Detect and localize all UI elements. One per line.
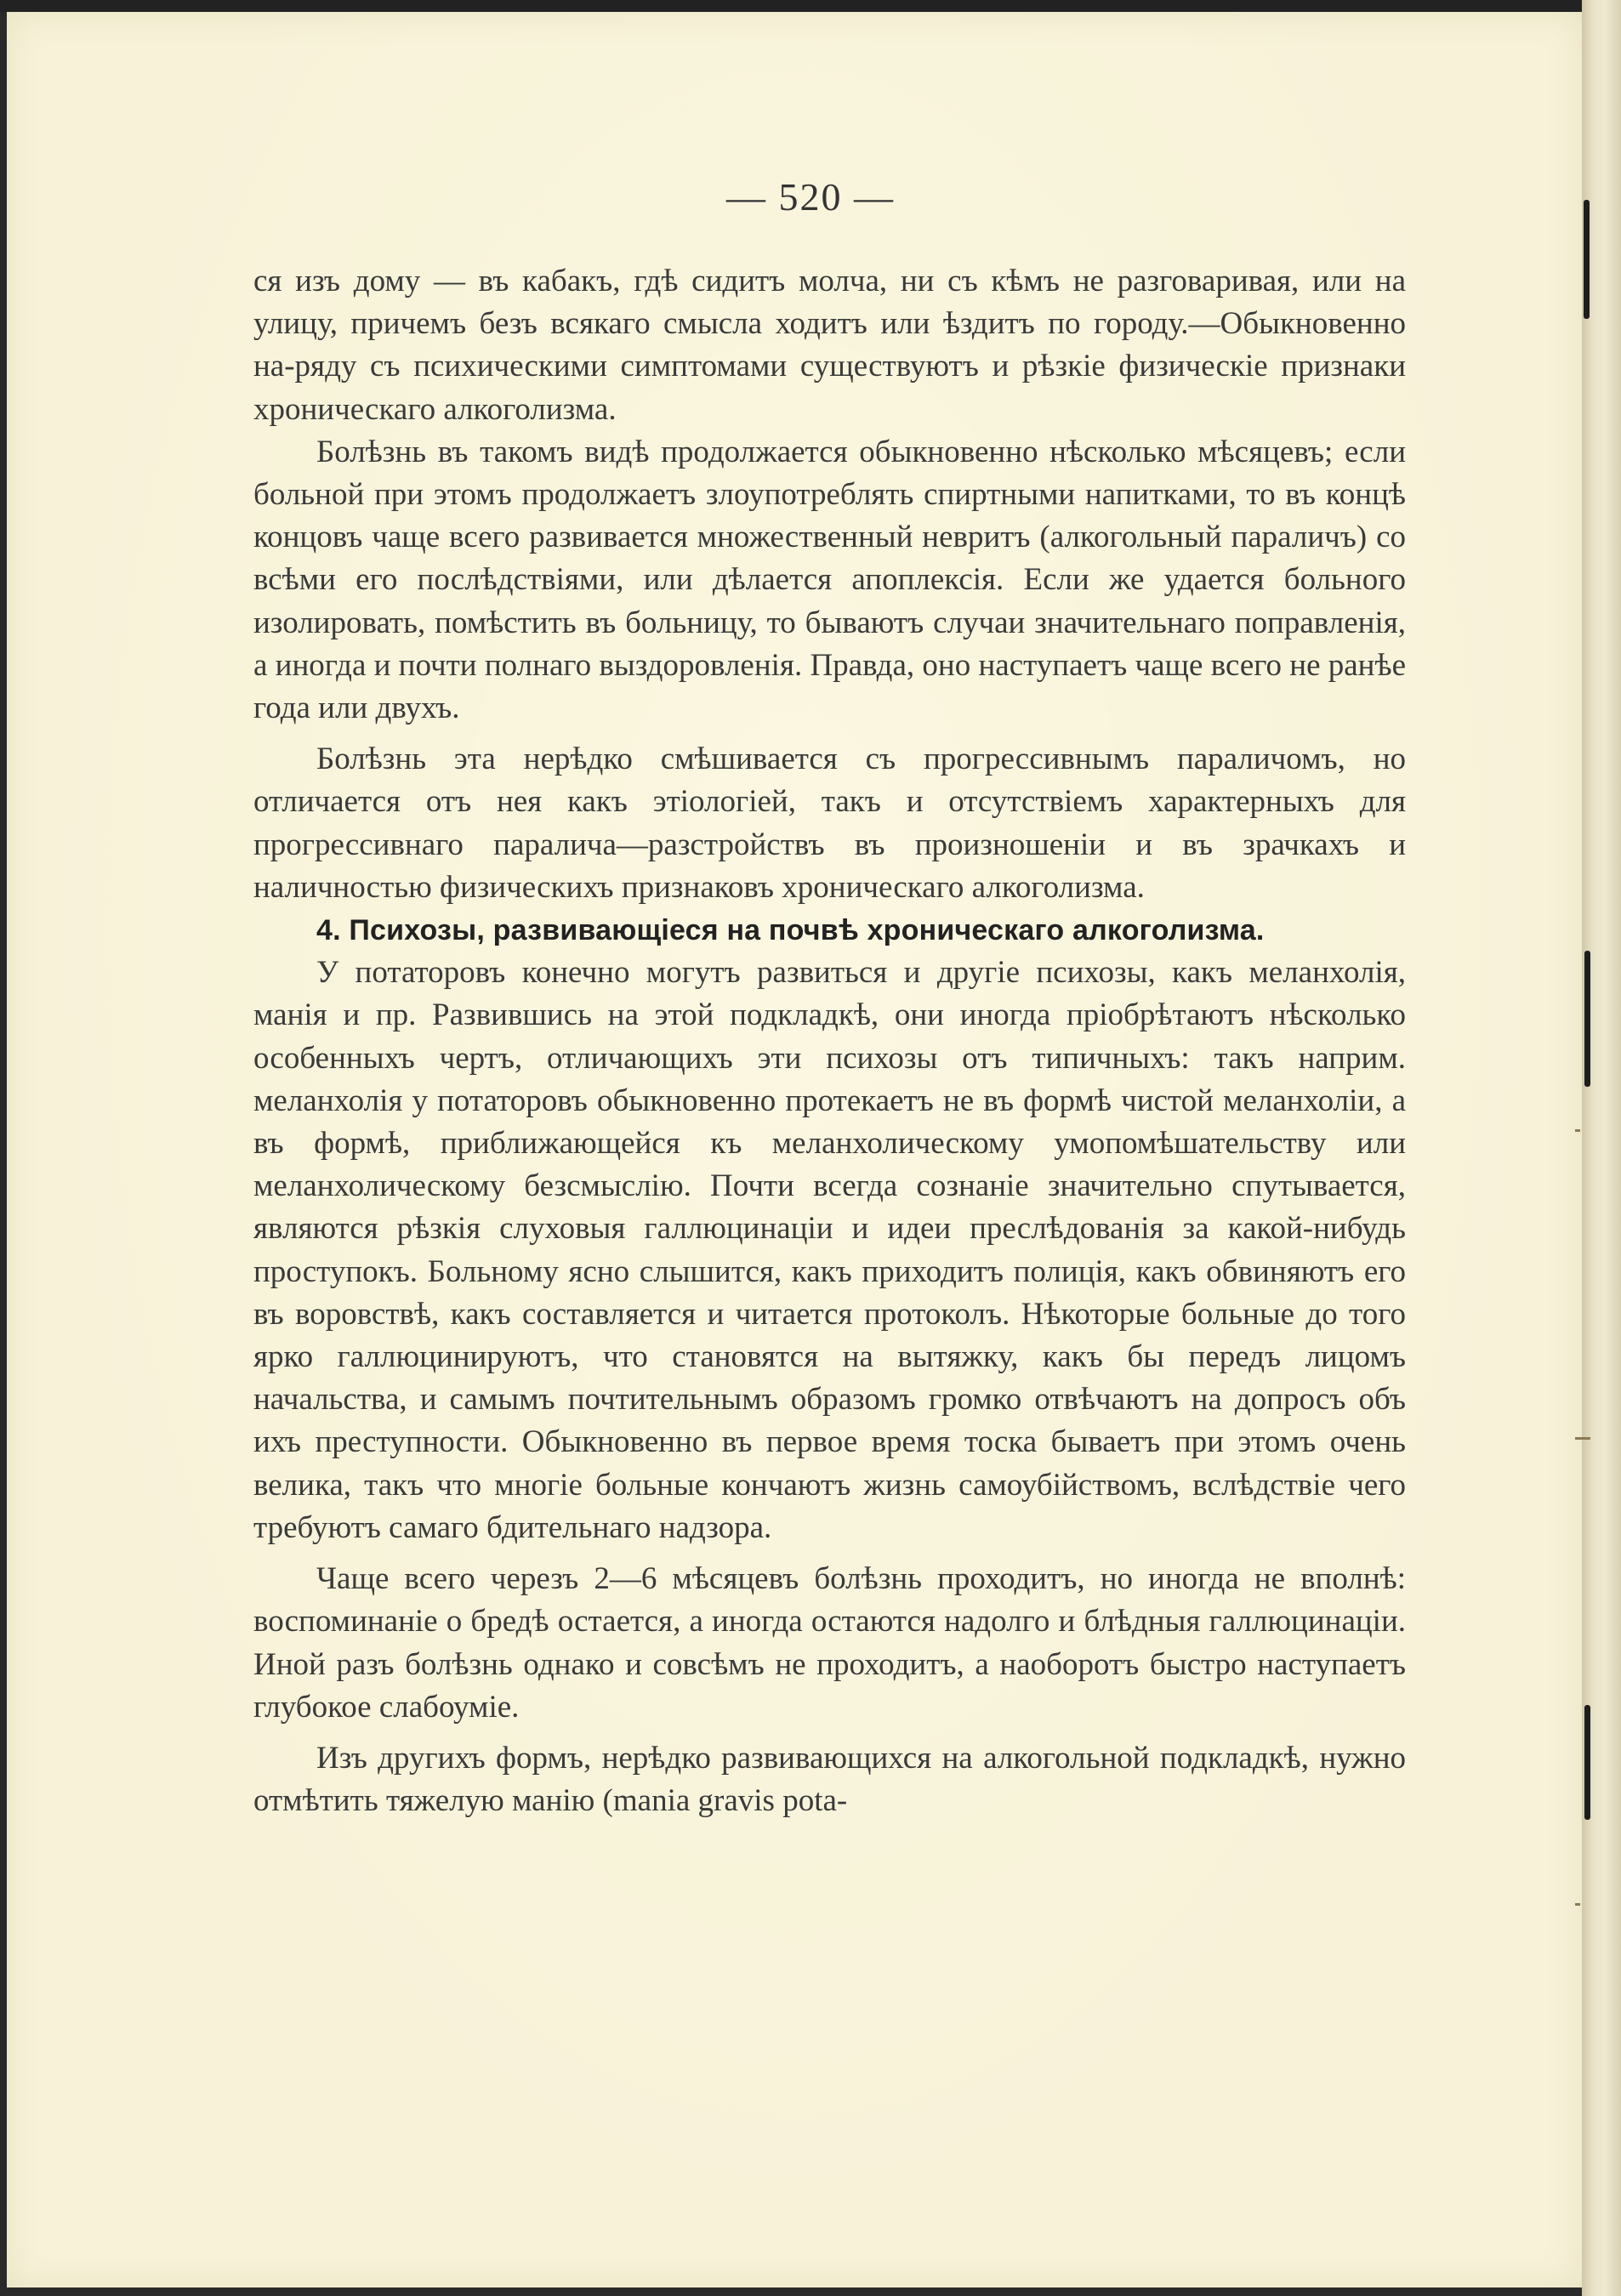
margin-tick-mark xyxy=(1575,1437,1590,1440)
scan-top-border xyxy=(0,0,1621,12)
body-text xyxy=(253,260,1406,1822)
paragraph: ся изъ дому — въ кабакъ, гдѣ сидитъ молча, ни съ кѣмъ не разговаривая, или на улицу, причемъ безъ всякаго смысла ходитъ или ѣздитъ по городу.—Обыкновенно на-ряду съ психическими симптомами существуютъ и рѣзкіе физическіе признаки хроническаго алкоголизма. xyxy=(253,264,1406,427)
paragraph: У потаторовъ конечно могутъ развиться и другіе психозы, какъ меланхолія, манія и пр. Развившись на этой подкладкѣ, они иногда пріобрѣтаютъ нѣсколько особенныхъ чертъ, отличающихъ эти психозы отъ типичныхъ: такъ наприм. меланхолія у потаторовъ обыкновенно протекаетъ не въ формѣ чистой меланхоліи, а въ формѣ, приближающейся къ меланхолическому умопомѣшательству или меланхолическому безсмыслію. Почти всегда сознаніе значительно спутывается, являются рѣзкія слуховыя галлюцинаціи и идеи преслѣдованія за какой-нибудь проступокъ. Больному ясно слышится, какъ приходитъ полиція, какъ обвиняютъ его въ воровствѣ, какъ составляется и читается протоколъ. Нѣкоторые больные до того ярко галлюцинируютъ, что становятся на вытяжку, какъ бы передъ лицомъ начальства, и самымъ почтительнымъ образомъ громко отвѣчаютъ на допросъ объ ихъ преступности. Обыкновенно въ первое время тоска бываетъ при этомъ очень велика, такъ что многіе больные кончаютъ жизнь самоубійствомъ, вслѣдствіе чего требуютъ самаго бдительнаго надзора. xyxy=(253,955,1406,1545)
paragraph: Болѣзнь въ такомъ видѣ продолжается обыкновенно нѣсколько мѣсяцевъ; если больной при этомъ продолжаетъ злоупотреблять спиртными напитками, то въ концѣ концовъ чаще всего развивается множественный невритъ (алкогольный параличъ) со всѣми его послѣдствіями, или дѣлается апоплексія. Если же удается больного изолировать, помѣстить въ больницу, то бываютъ случаи значительнаго поправленія, а иногда и почти полнаго выздоровленія. Правда, оно наступаетъ чаще всего не ранѣе года или двухъ. xyxy=(253,434,1406,726)
page-number: — 520 — xyxy=(726,175,895,219)
margin-tick-mark xyxy=(1575,1903,1580,1906)
paragraph: Изъ другихъ формъ, нерѣдко развивающихся на алкогольной подкладкѣ, нужно отмѣтить тяжелую манію (mania gravis pota- xyxy=(253,1740,1406,1819)
margin-bar-mark xyxy=(1584,1705,1590,1820)
paragraph: Болѣзнь эта нерѣдко смѣшивается съ прогрессивнымъ параличомъ, но отличается отъ нея какъ этіологіей, такъ и отсутствіемъ характерныхъ для прогрессивнаго паралича—разстройствъ въ произношеніи и въ зрачкахъ и наличностью физическихъ признаковъ хроническаго алкоголизма. xyxy=(253,742,1406,905)
margin-bar-mark xyxy=(1584,951,1590,1087)
section-heading: 4. Психозы, развивающіеся на почвѣ хроническаго алкоголизма. xyxy=(316,914,1265,947)
paragraph: Чаще всего черезъ 2—6 мѣсяцевъ болѣзнь проходитъ, но иногда не вполнѣ: воспоминаніе о бредѣ остается, а иногда остаются надолго и блѣдныя галлюцинаціи. Иной разъ болѣзнь однако и совсѣмъ не проходитъ, а наоборотъ быстро наступаетъ глубокое слабоуміе. xyxy=(253,1561,1406,1725)
page-edge-stack xyxy=(1582,0,1621,2296)
margin-tick-mark xyxy=(1575,1129,1580,1132)
